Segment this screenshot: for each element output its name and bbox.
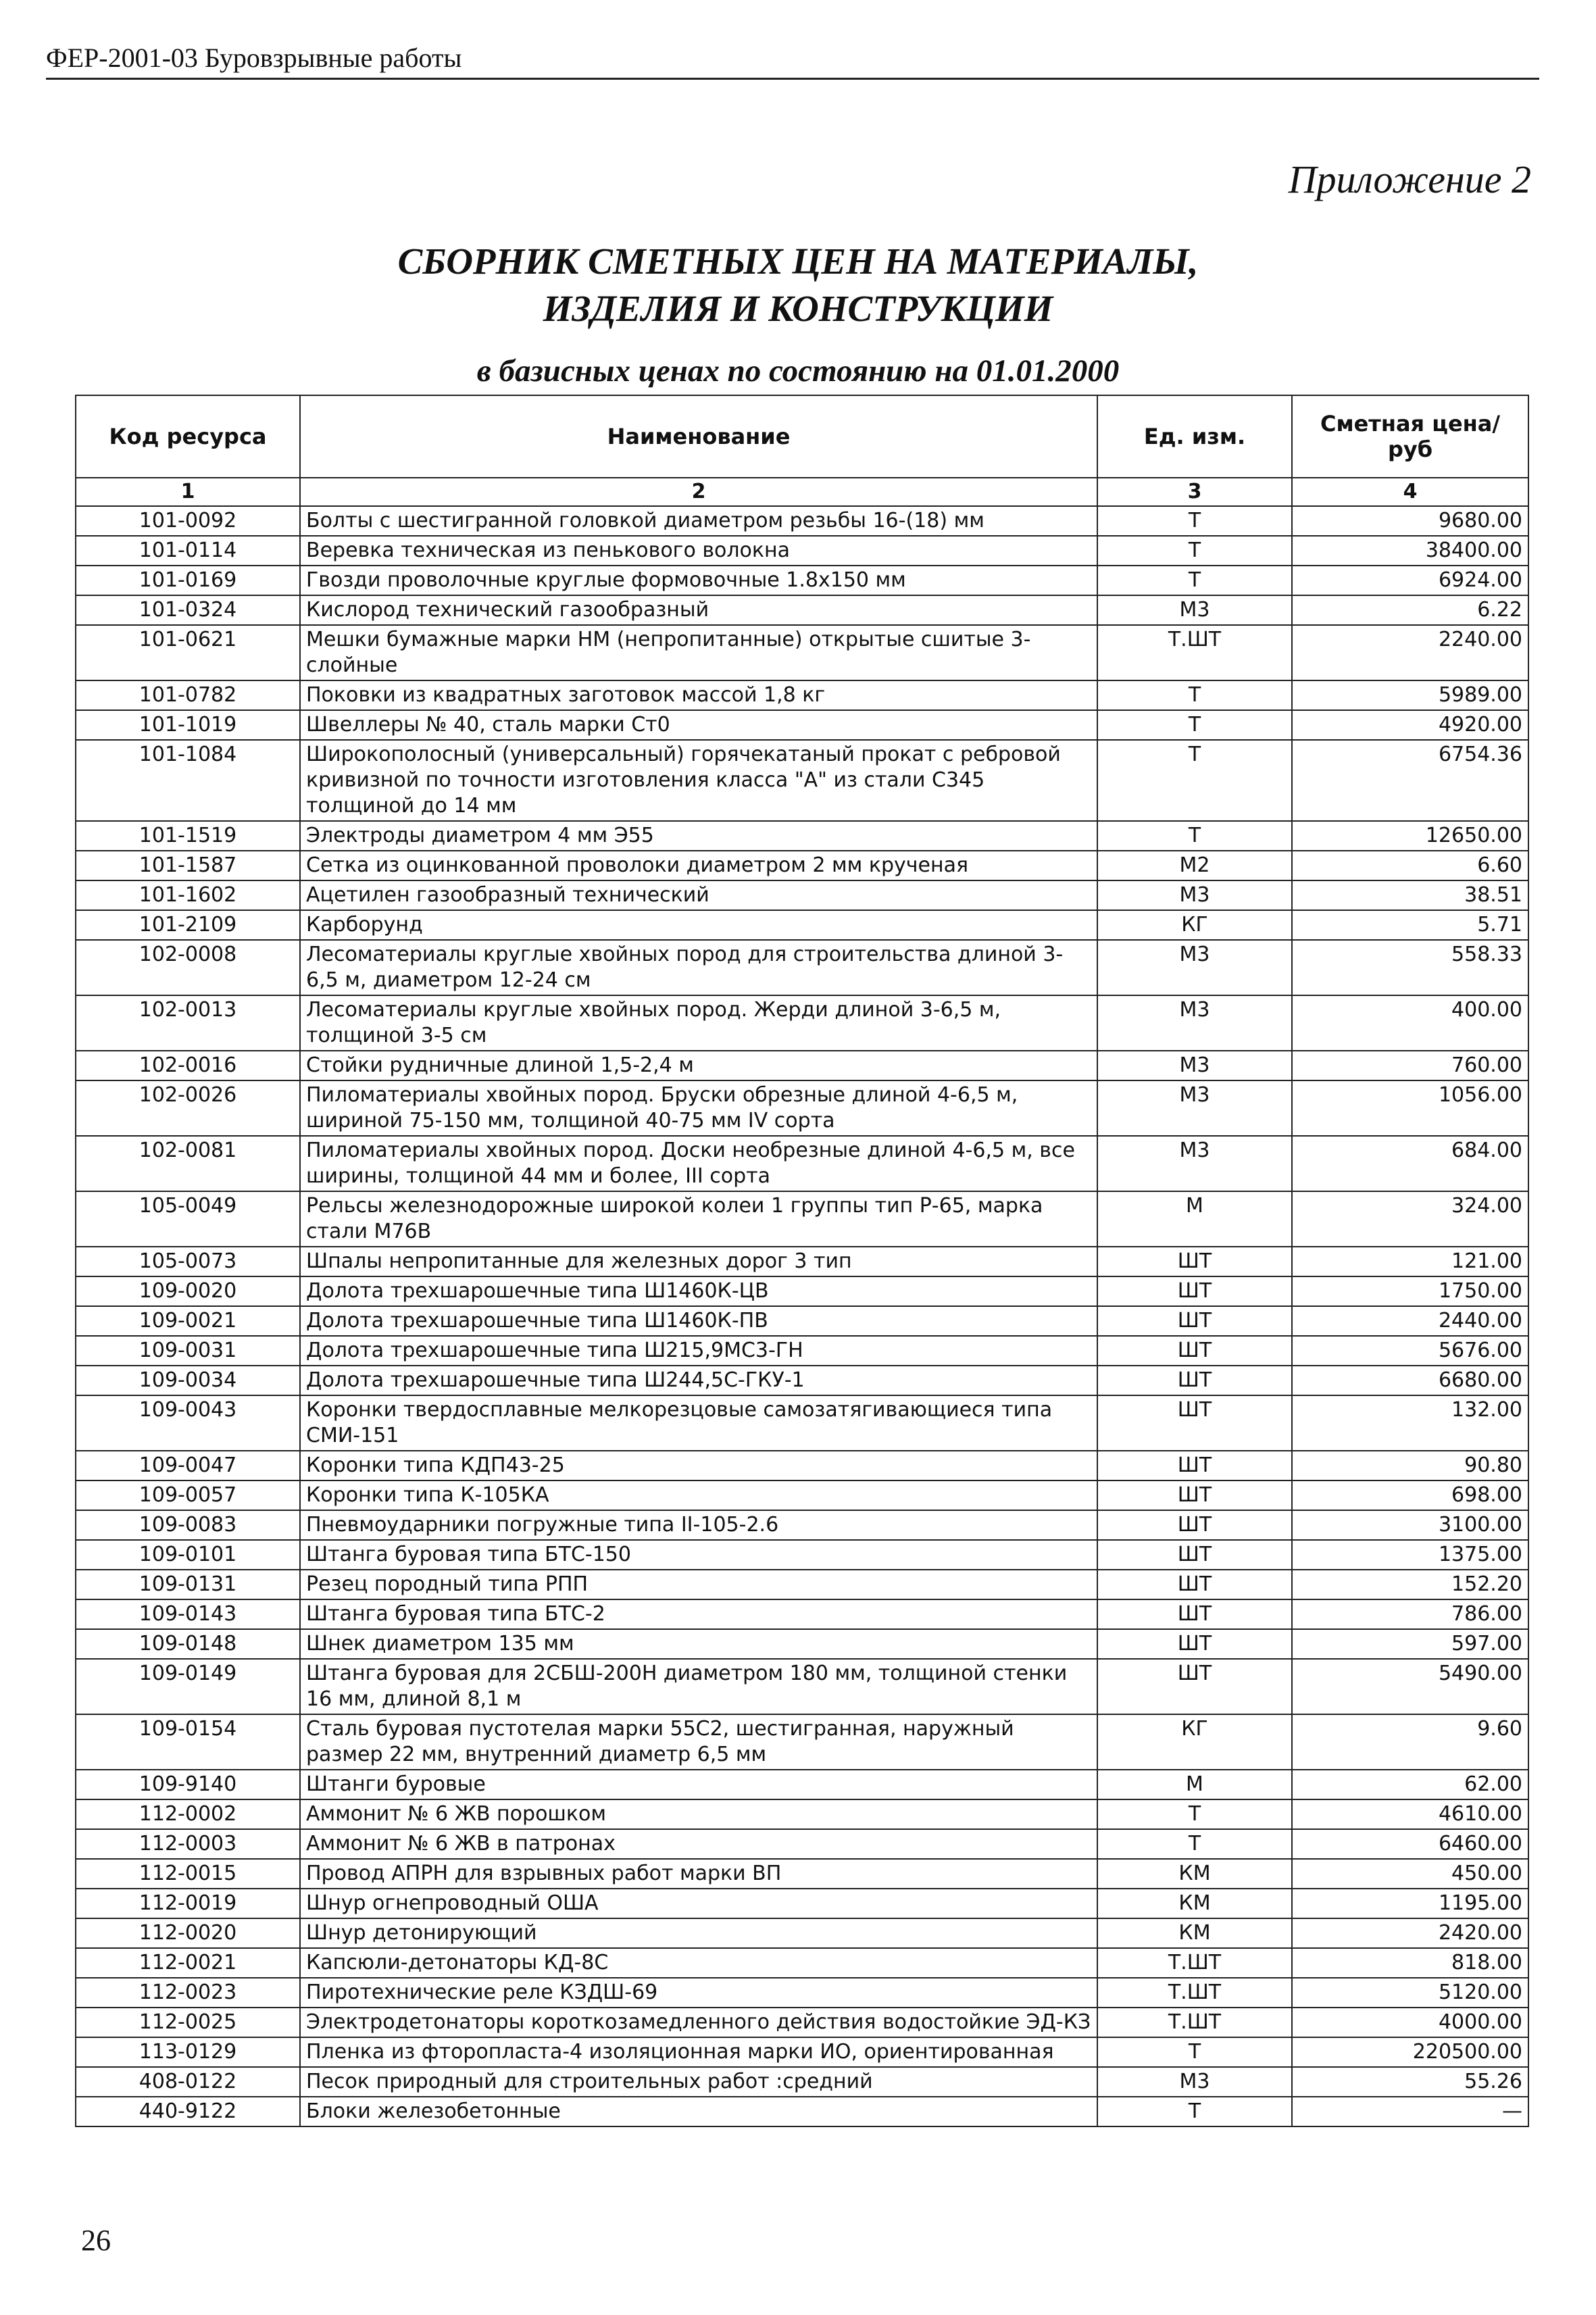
price-cell: 62.00 [1292, 1770, 1528, 1799]
column-number-row [76, 478, 1528, 506]
unit-cell: Т [1097, 536, 1292, 566]
item-name-cell: Кислород технический газообразный [300, 595, 1097, 625]
title-line-2: ИЗДЕЛИЯ И КОНСТРУКЦИИ [543, 288, 1053, 329]
item-name-cell: Лесоматериалы круглые хвойных пород для строительства длиной 3-6,5 м, диаметром 12-24 см [300, 940, 1097, 995]
price-table [75, 395, 1529, 2127]
table-row [76, 1829, 1528, 1859]
table-row [76, 710, 1528, 740]
resource-code-cell: 112-0021 [76, 1948, 300, 1978]
column-number: 4 [1292, 478, 1528, 506]
price-cell: 5989.00 [1292, 680, 1528, 710]
price-cell: 2420.00 [1292, 1918, 1528, 1948]
table-row [76, 851, 1528, 880]
resource-code-cell: 109-0034 [76, 1366, 300, 1395]
table-row [76, 625, 1528, 680]
item-name-cell: Лесоматериалы круглые хвойных пород. Жерди длиной 3-6,5 м, толщиной 3-5 см [300, 995, 1097, 1051]
table-row [76, 1136, 1528, 1191]
item-name-cell: Мешки бумажные марки НМ (непропитанные) открытые сшитые 3-слойные [300, 625, 1097, 680]
item-name-cell: Коронки типа К-105КА [300, 1480, 1097, 1510]
item-name-cell: Пиломатериалы хвойных пород. Доски необрезные длиной 4-6,5 м, все ширины, толщиной 44 мм и более, III сорта [300, 1136, 1097, 1191]
item-name-cell: Гвозди проволочные круглые формовочные 1.8x150 мм [300, 566, 1097, 595]
table-header-row [76, 395, 1528, 478]
unit-cell: Т [1097, 506, 1292, 536]
column-header-unit: Ед. изм. [1097, 395, 1292, 478]
table-row [76, 2037, 1528, 2067]
item-name-cell: Пневмоударники погружные типа II-105-2.6 [300, 1510, 1097, 1540]
item-name-cell: Шнур детонирующий [300, 1918, 1097, 1948]
table-row [76, 1451, 1528, 1480]
unit-cell: ШТ [1097, 1629, 1292, 1659]
item-name-cell: Электродетонаторы короткозамедленного действия водостойкие ЭД-КЗ [300, 2008, 1097, 2037]
item-name-cell: Веревка техническая из пенькового волокна [300, 536, 1097, 566]
appendix-label: Приложение 2 [1288, 157, 1531, 201]
resource-code-cell: 105-0049 [76, 1191, 300, 1247]
document-title [0, 238, 1596, 332]
table-row [76, 536, 1528, 566]
resource-code-cell: 112-0019 [76, 1889, 300, 1918]
price-cell: 5490.00 [1292, 1659, 1528, 1714]
item-name-cell: Стойки рудничные длиной 1,5-2,4 м [300, 1051, 1097, 1080]
unit-cell: Т [1097, 740, 1292, 821]
item-name-cell: Долота трехшарошечные типа Ш1460К-ПВ [300, 1306, 1097, 1336]
item-name-cell: Долота трехшарошечные типа Ш244,5С-ГКУ-1 [300, 1366, 1097, 1395]
unit-cell: М3 [1097, 1136, 1292, 1191]
resource-code-cell: 109-0131 [76, 1570, 300, 1599]
price-cell: 2440.00 [1292, 1306, 1528, 1336]
resource-code-cell: 101-0324 [76, 595, 300, 625]
table-row [76, 821, 1528, 851]
resource-code-cell: 112-0015 [76, 1859, 300, 1889]
unit-cell: М3 [1097, 940, 1292, 995]
unit-cell: Т.ШТ [1097, 2008, 1292, 2037]
table-row [76, 1306, 1528, 1336]
price-cell: 684.00 [1292, 1136, 1528, 1191]
table-row [76, 1889, 1528, 1918]
item-name-cell: Ацетилен газообразный технический [300, 880, 1097, 910]
document-subtitle: в базисных ценах по состоянию на 01.01.2000 [476, 353, 1120, 389]
item-name-cell: Широкополосный (универсальный) горячекатаный прокат с ребровой кривизной по точности изготовления класса "А" из стали С345 толщиной до 14 мм [300, 740, 1097, 821]
table-row [76, 940, 1528, 995]
unit-cell: Т [1097, 2037, 1292, 2067]
table-row [76, 1629, 1528, 1659]
unit-cell: М3 [1097, 880, 1292, 910]
price-cell: 1195.00 [1292, 1889, 1528, 1918]
item-name-cell: Провод АПРН для взрывных работ марки ВП [300, 1859, 1097, 1889]
price-cell: 5120.00 [1292, 1978, 1528, 2008]
price-cell: 220500.00 [1292, 2037, 1528, 2067]
price-cell: 5.71 [1292, 910, 1528, 940]
item-name-cell: Шнек диаметром 135 мм [300, 1629, 1097, 1659]
resource-code-cell: 101-0782 [76, 680, 300, 710]
table-row [76, 1570, 1528, 1599]
resource-code-cell: 101-1602 [76, 880, 300, 910]
resource-code-cell: 112-0002 [76, 1799, 300, 1829]
item-name-cell: Болты с шестигранной головкой диаметром резьбы 16-(18) мм [300, 506, 1097, 536]
table-row [76, 1480, 1528, 1510]
price-cell: 6460.00 [1292, 1829, 1528, 1859]
unit-cell: ШТ [1097, 1480, 1292, 1510]
item-name-cell: Коронки твердосплавные мелкорезцовые самозатягивающиеся типа СМИ-151 [300, 1395, 1097, 1451]
table-row [76, 1395, 1528, 1451]
resource-code-cell: 101-0621 [76, 625, 300, 680]
price-cell: 698.00 [1292, 1480, 1528, 1510]
resource-code-cell: 101-1019 [76, 710, 300, 740]
price-cell: 450.00 [1292, 1859, 1528, 1889]
resource-code-cell: 109-0021 [76, 1306, 300, 1336]
resource-code-cell: 101-0092 [76, 506, 300, 536]
unit-cell: ШТ [1097, 1540, 1292, 1570]
item-name-cell: Аммонит № 6 ЖВ порошком [300, 1799, 1097, 1829]
table-row [76, 1276, 1528, 1306]
resource-code-cell: 102-0013 [76, 995, 300, 1051]
resource-code-cell: 113-0129 [76, 2037, 300, 2067]
price-cell: 786.00 [1292, 1599, 1528, 1629]
unit-cell: Т.ШТ [1097, 1978, 1292, 2008]
unit-cell: ШТ [1097, 1395, 1292, 1451]
resource-code-cell: 101-2109 [76, 910, 300, 940]
column-header-price: Сметная цена/руб [1292, 395, 1528, 478]
item-name-cell: Долота трехшарошечные типа Ш1460К-ЦВ [300, 1276, 1097, 1306]
resource-code-cell: 112-0020 [76, 1918, 300, 1948]
item-name-cell: Шнур огнепроводный ОША [300, 1889, 1097, 1918]
item-name-cell: Электроды диаметром 4 мм Э55 [300, 821, 1097, 851]
resource-code-cell: 408-0122 [76, 2067, 300, 2097]
unit-cell: КГ [1097, 1714, 1292, 1770]
unit-cell: ШТ [1097, 1451, 1292, 1480]
unit-cell: Т [1097, 680, 1292, 710]
table-row [76, 506, 1528, 536]
resource-code-cell: 102-0016 [76, 1051, 300, 1080]
price-cell: 6.60 [1292, 851, 1528, 880]
resource-code-cell: 112-0003 [76, 1829, 300, 1859]
table-body [76, 478, 1528, 2126]
item-name-cell: Поковки из квадратных заготовок массой 1,8 кг [300, 680, 1097, 710]
running-header: ФЕР-2001-03 Буровзрывные работы [46, 42, 1539, 80]
table-row [76, 1336, 1528, 1366]
price-cell: 5676.00 [1292, 1336, 1528, 1366]
resource-code-cell: 101-0114 [76, 536, 300, 566]
resource-code-cell: 109-0047 [76, 1451, 300, 1480]
price-cell: 6754.36 [1292, 740, 1528, 821]
price-cell: 558.33 [1292, 940, 1528, 995]
price-cell: 324.00 [1292, 1191, 1528, 1247]
table-row [76, 1080, 1528, 1136]
resource-code-cell: 112-0023 [76, 1978, 300, 2008]
table-row [76, 595, 1528, 625]
resource-code-cell: 102-0081 [76, 1136, 300, 1191]
resource-code-cell: 101-1519 [76, 821, 300, 851]
table-row [76, 1978, 1528, 2008]
unit-cell: М3 [1097, 1051, 1292, 1080]
unit-cell: Т [1097, 821, 1292, 851]
item-name-cell: Рельсы железнодорожные широкой колеи 1 группы тип Р-65, марка стали М76В [300, 1191, 1097, 1247]
resource-code-cell: 101-1587 [76, 851, 300, 880]
table-row [76, 1948, 1528, 1978]
unit-cell: ШТ [1097, 1276, 1292, 1306]
unit-cell: Т [1097, 1799, 1292, 1829]
price-cell: 1056.00 [1292, 1080, 1528, 1136]
price-cell: 1375.00 [1292, 1540, 1528, 1570]
table-row [76, 1540, 1528, 1570]
price-cell: 90.80 [1292, 1451, 1528, 1480]
price-cell: 6.22 [1292, 595, 1528, 625]
unit-cell: ШТ [1097, 1659, 1292, 1714]
table-row [76, 995, 1528, 1051]
table-row [76, 2067, 1528, 2097]
price-cell: 55.26 [1292, 2067, 1528, 2097]
unit-cell: КМ [1097, 1889, 1292, 1918]
resource-code-cell: 109-0031 [76, 1336, 300, 1366]
item-name-cell: Коронки типа КДП43-25 [300, 1451, 1097, 1480]
item-name-cell: Пиротехнические реле КЗДШ-69 [300, 1978, 1097, 2008]
resource-code-cell: 440-9122 [76, 2097, 300, 2126]
table-row [76, 1918, 1528, 1948]
price-cell: 400.00 [1292, 995, 1528, 1051]
price-cell: 6680.00 [1292, 1366, 1528, 1395]
price-cell: 4610.00 [1292, 1799, 1528, 1829]
table-row [76, 740, 1528, 821]
table-row [76, 910, 1528, 940]
price-cell: 4920.00 [1292, 710, 1528, 740]
unit-cell: М3 [1097, 595, 1292, 625]
resource-code-cell: 112-0025 [76, 2008, 300, 2037]
item-name-cell: Шпалы непропитанные для железных дорог 3 тип [300, 1247, 1097, 1276]
price-cell: 3100.00 [1292, 1510, 1528, 1540]
table-row [76, 880, 1528, 910]
item-name-cell: Сталь буровая пустотелая марки 55С2, шестигранная, наружный размер 22 мм, внутренний диаметр 6,5 мм [300, 1714, 1097, 1770]
unit-cell: ШТ [1097, 1336, 1292, 1366]
item-name-cell: Карборунд [300, 910, 1097, 940]
item-name-cell: Швеллеры № 40, сталь марки Ст0 [300, 710, 1097, 740]
table-row [76, 1859, 1528, 1889]
item-name-cell: Аммонит № 6 ЖВ в патронах [300, 1829, 1097, 1859]
resource-code-cell: 102-0026 [76, 1080, 300, 1136]
item-name-cell: Пленка из фторопласта-4 изоляционная марки ИО, ориентированная [300, 2037, 1097, 2067]
price-cell: 38.51 [1292, 880, 1528, 910]
resource-code-cell: 102-0008 [76, 940, 300, 995]
unit-cell: М3 [1097, 1080, 1292, 1136]
table-row [76, 566, 1528, 595]
unit-cell: КМ [1097, 1859, 1292, 1889]
item-name-cell: Пиломатериалы хвойных пород. Бруски обрезные длиной 4-6,5 м, шириной 75-150 мм, толщиной 40-75 мм IV сорта [300, 1080, 1097, 1136]
resource-code-cell: 109-0101 [76, 1540, 300, 1570]
resource-code-cell: 101-0169 [76, 566, 300, 595]
price-cell: 2240.00 [1292, 625, 1528, 680]
unit-cell: М [1097, 1770, 1292, 1799]
unit-cell: Т [1097, 566, 1292, 595]
table-row [76, 1191, 1528, 1247]
item-name-cell: Резец породный типа РПП [300, 1570, 1097, 1599]
price-cell: 9680.00 [1292, 506, 1528, 536]
price-cell: 9.60 [1292, 1714, 1528, 1770]
price-cell: 1750.00 [1292, 1276, 1528, 1306]
table-row [76, 680, 1528, 710]
price-cell: 818.00 [1292, 1948, 1528, 1978]
item-name-cell: Штанга буровая типа БТС-150 [300, 1540, 1097, 1570]
unit-cell: ШТ [1097, 1599, 1292, 1629]
table-row [76, 1051, 1528, 1080]
table-row [76, 1599, 1528, 1629]
resource-code-cell: 109-0149 [76, 1659, 300, 1714]
price-cell: 760.00 [1292, 1051, 1528, 1080]
column-header-name: Наименование [300, 395, 1097, 478]
unit-cell: М3 [1097, 995, 1292, 1051]
table-row [76, 2008, 1528, 2037]
column-number: 3 [1097, 478, 1292, 506]
item-name-cell: Сетка из оцинкованной проволоки диаметром 2 мм крученая [300, 851, 1097, 880]
unit-cell: КГ [1097, 910, 1292, 940]
price-cell: 38400.00 [1292, 536, 1528, 566]
price-cell: 132.00 [1292, 1395, 1528, 1451]
item-name-cell: Блоки железобетонные [300, 2097, 1097, 2126]
table-row [76, 2097, 1528, 2126]
price-cell: 6924.00 [1292, 566, 1528, 595]
resource-code-cell: 109-0043 [76, 1395, 300, 1451]
unit-cell: ШТ [1097, 1570, 1292, 1599]
table-row [76, 1714, 1528, 1770]
price-cell: 121.00 [1292, 1247, 1528, 1276]
title-line-1: СБОРНИК СМЕТНЫХ ЦЕН НА МАТЕРИАЛЫ, [397, 241, 1199, 282]
item-name-cell: Капсюли-детонаторы КД-8С [300, 1948, 1097, 1978]
unit-cell: Т.ШТ [1097, 1948, 1292, 1978]
resource-code-cell: 109-0148 [76, 1629, 300, 1659]
resource-code-cell: 109-9140 [76, 1770, 300, 1799]
table-row [76, 1510, 1528, 1540]
price-cell: 4000.00 [1292, 2008, 1528, 2037]
unit-cell: ШТ [1097, 1306, 1292, 1336]
table-row [76, 1770, 1528, 1799]
resource-code-cell: 101-1084 [76, 740, 300, 821]
item-name-cell: Песок природный для строительных работ :средний [300, 2067, 1097, 2097]
item-name-cell: Штанга буровая для 2СБШ-200Н диаметром 180 мм, толщиной стенки 16 мм, длиной 8,1 м [300, 1659, 1097, 1714]
resource-code-cell: 109-0154 [76, 1714, 300, 1770]
unit-cell: Т.ШТ [1097, 625, 1292, 680]
item-name-cell: Штанги буровые [300, 1770, 1097, 1799]
table-row [76, 1366, 1528, 1395]
resource-code-cell: 105-0073 [76, 1247, 300, 1276]
resource-code-cell: 109-0143 [76, 1599, 300, 1629]
unit-cell: М2 [1097, 851, 1292, 880]
unit-cell: М3 [1097, 2067, 1292, 2097]
page-number: 26 [81, 2224, 111, 2257]
table-row [76, 1659, 1528, 1714]
item-name-cell: Долота трехшарошечные типа Ш215,9МС3-ГН [300, 1336, 1097, 1366]
table-row [76, 1247, 1528, 1276]
unit-cell: ШТ [1097, 1247, 1292, 1276]
price-cell: 597.00 [1292, 1629, 1528, 1659]
column-number: 1 [76, 478, 300, 506]
unit-cell: М [1097, 1191, 1292, 1247]
price-cell: 12650.00 [1292, 821, 1528, 851]
table-row [76, 1799, 1528, 1829]
unit-cell: ШТ [1097, 1366, 1292, 1395]
column-header-code: Код ресурса [76, 395, 300, 478]
item-name-cell: Штанга буровая типа БТС-2 [300, 1599, 1097, 1629]
price-cell: 152.20 [1292, 1570, 1528, 1599]
resource-code-cell: 109-0057 [76, 1480, 300, 1510]
resource-code-cell: 109-0020 [76, 1276, 300, 1306]
resource-code-cell: 109-0083 [76, 1510, 300, 1540]
unit-cell: Т [1097, 2097, 1292, 2126]
unit-cell: ШТ [1097, 1510, 1292, 1540]
unit-cell: Т [1097, 1829, 1292, 1859]
unit-cell: КМ [1097, 1918, 1292, 1948]
unit-cell: Т [1097, 710, 1292, 740]
price-cell: — [1292, 2097, 1528, 2126]
column-number: 2 [300, 478, 1097, 506]
